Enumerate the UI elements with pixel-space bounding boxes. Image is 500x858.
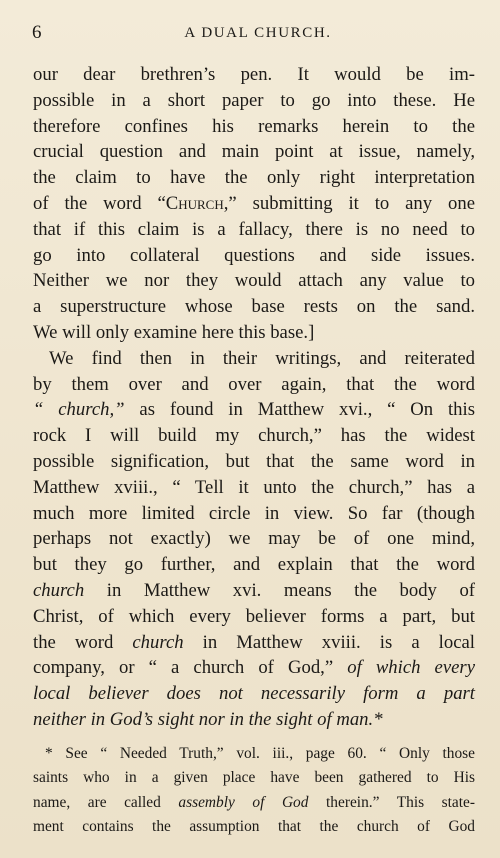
text-line-21-rest: in Matthew xvi. means the body of (106, 579, 476, 601)
text-line-10: a superstructure whose base rests on the sand. (33, 296, 475, 318)
text-line-22: Christ, of which every believer forms a part, but (33, 605, 475, 627)
text-line-11: We will only examine here this base.] (33, 321, 315, 343)
text-line-7: that if this claim is a fallacy, there is no need to (33, 218, 475, 240)
text-line-2: possible in a short paper to go into these. He (33, 89, 475, 111)
text-line-23-start: the word (33, 631, 114, 653)
text-line-6-suffix: ,” (223, 192, 237, 214)
text-line-13: by them over and over again, that the word (33, 373, 475, 395)
footnote-line-2: saints who in a given place have been gathered to His (33, 769, 475, 787)
text-line-14 (33, 397, 475, 423)
text-line-20: but they go further, and explain that the word (33, 554, 475, 576)
text-line-19: perhaps not exactly) we may be of one mind, (33, 528, 475, 550)
running-head: A DUAL CHURCH. (184, 25, 332, 41)
text-line-26-italic: neither in God’s sight nor in the sight of man.* (33, 708, 383, 730)
text-line-14-rest: as found in Matthew xvi., “ On this (139, 399, 475, 421)
text-line-9: Neither we nor they would attach any value to (33, 270, 475, 292)
text-line-3: therefore confines his remarks herein to the (33, 115, 475, 137)
page-header (32, 22, 476, 46)
text-line-4: crucial question and main point at issue, namely, (33, 141, 475, 163)
footnote-line-1: * See “ Needed Truth,” vol. iii., page 60. “ Only those (45, 745, 475, 762)
text-line-23-rest: in Matthew xviii. is a local (202, 631, 475, 653)
footnote-line-3 (33, 791, 475, 815)
text-line-15: rock I will build my church,” has the widest (33, 425, 475, 447)
text-line-5: the claim to have the only right interpretation (33, 167, 475, 189)
footnote-line-3-start: name, are called (33, 793, 161, 811)
church-smallcaps: Church (165, 192, 224, 214)
footnote-italic: assembly of God (178, 793, 309, 811)
page-number: 6 (32, 22, 42, 43)
text-line-25-italic: local believer does not necessarily form a part (33, 683, 475, 705)
church-italic-1: “ church,” (33, 399, 125, 421)
text-line-6-prefix: of the word “ (33, 192, 166, 214)
footnote-line-3-rest: therein.” This state- (326, 793, 475, 811)
text-line-21 (33, 578, 475, 604)
text-line-6-rest: submitting it to any one (252, 192, 475, 214)
church-italic-3: church (132, 631, 184, 653)
text-line-6 (33, 191, 475, 217)
text-line-18: much more limited circle in view. So far (though (33, 502, 475, 524)
text-line-8: go into collateral questions and side issues. (33, 244, 475, 266)
text-line-12: We find then in their writings, and reiterated (49, 347, 475, 369)
body-text (33, 62, 475, 733)
text-line-1: our dear brethren’s pen. It would be im- (33, 64, 475, 85)
text-line-23 (33, 630, 475, 656)
text-line-25 (33, 681, 475, 707)
text-line-24 (33, 655, 475, 681)
text-line-26 (33, 707, 475, 733)
text-line-17: Matthew xviii., “ Tell it unto the church,” has a (33, 476, 475, 498)
footnote-line-4: ment contains the assumption that the church of God (33, 818, 475, 836)
text-line-24-start: company, or “ a church of God,” (33, 657, 334, 679)
text-line-16: possible signification, but that the same word in (33, 450, 475, 472)
church-italic-2: church (33, 579, 85, 601)
text-line-24-italic: of which every (347, 657, 475, 679)
footnote (33, 742, 475, 840)
